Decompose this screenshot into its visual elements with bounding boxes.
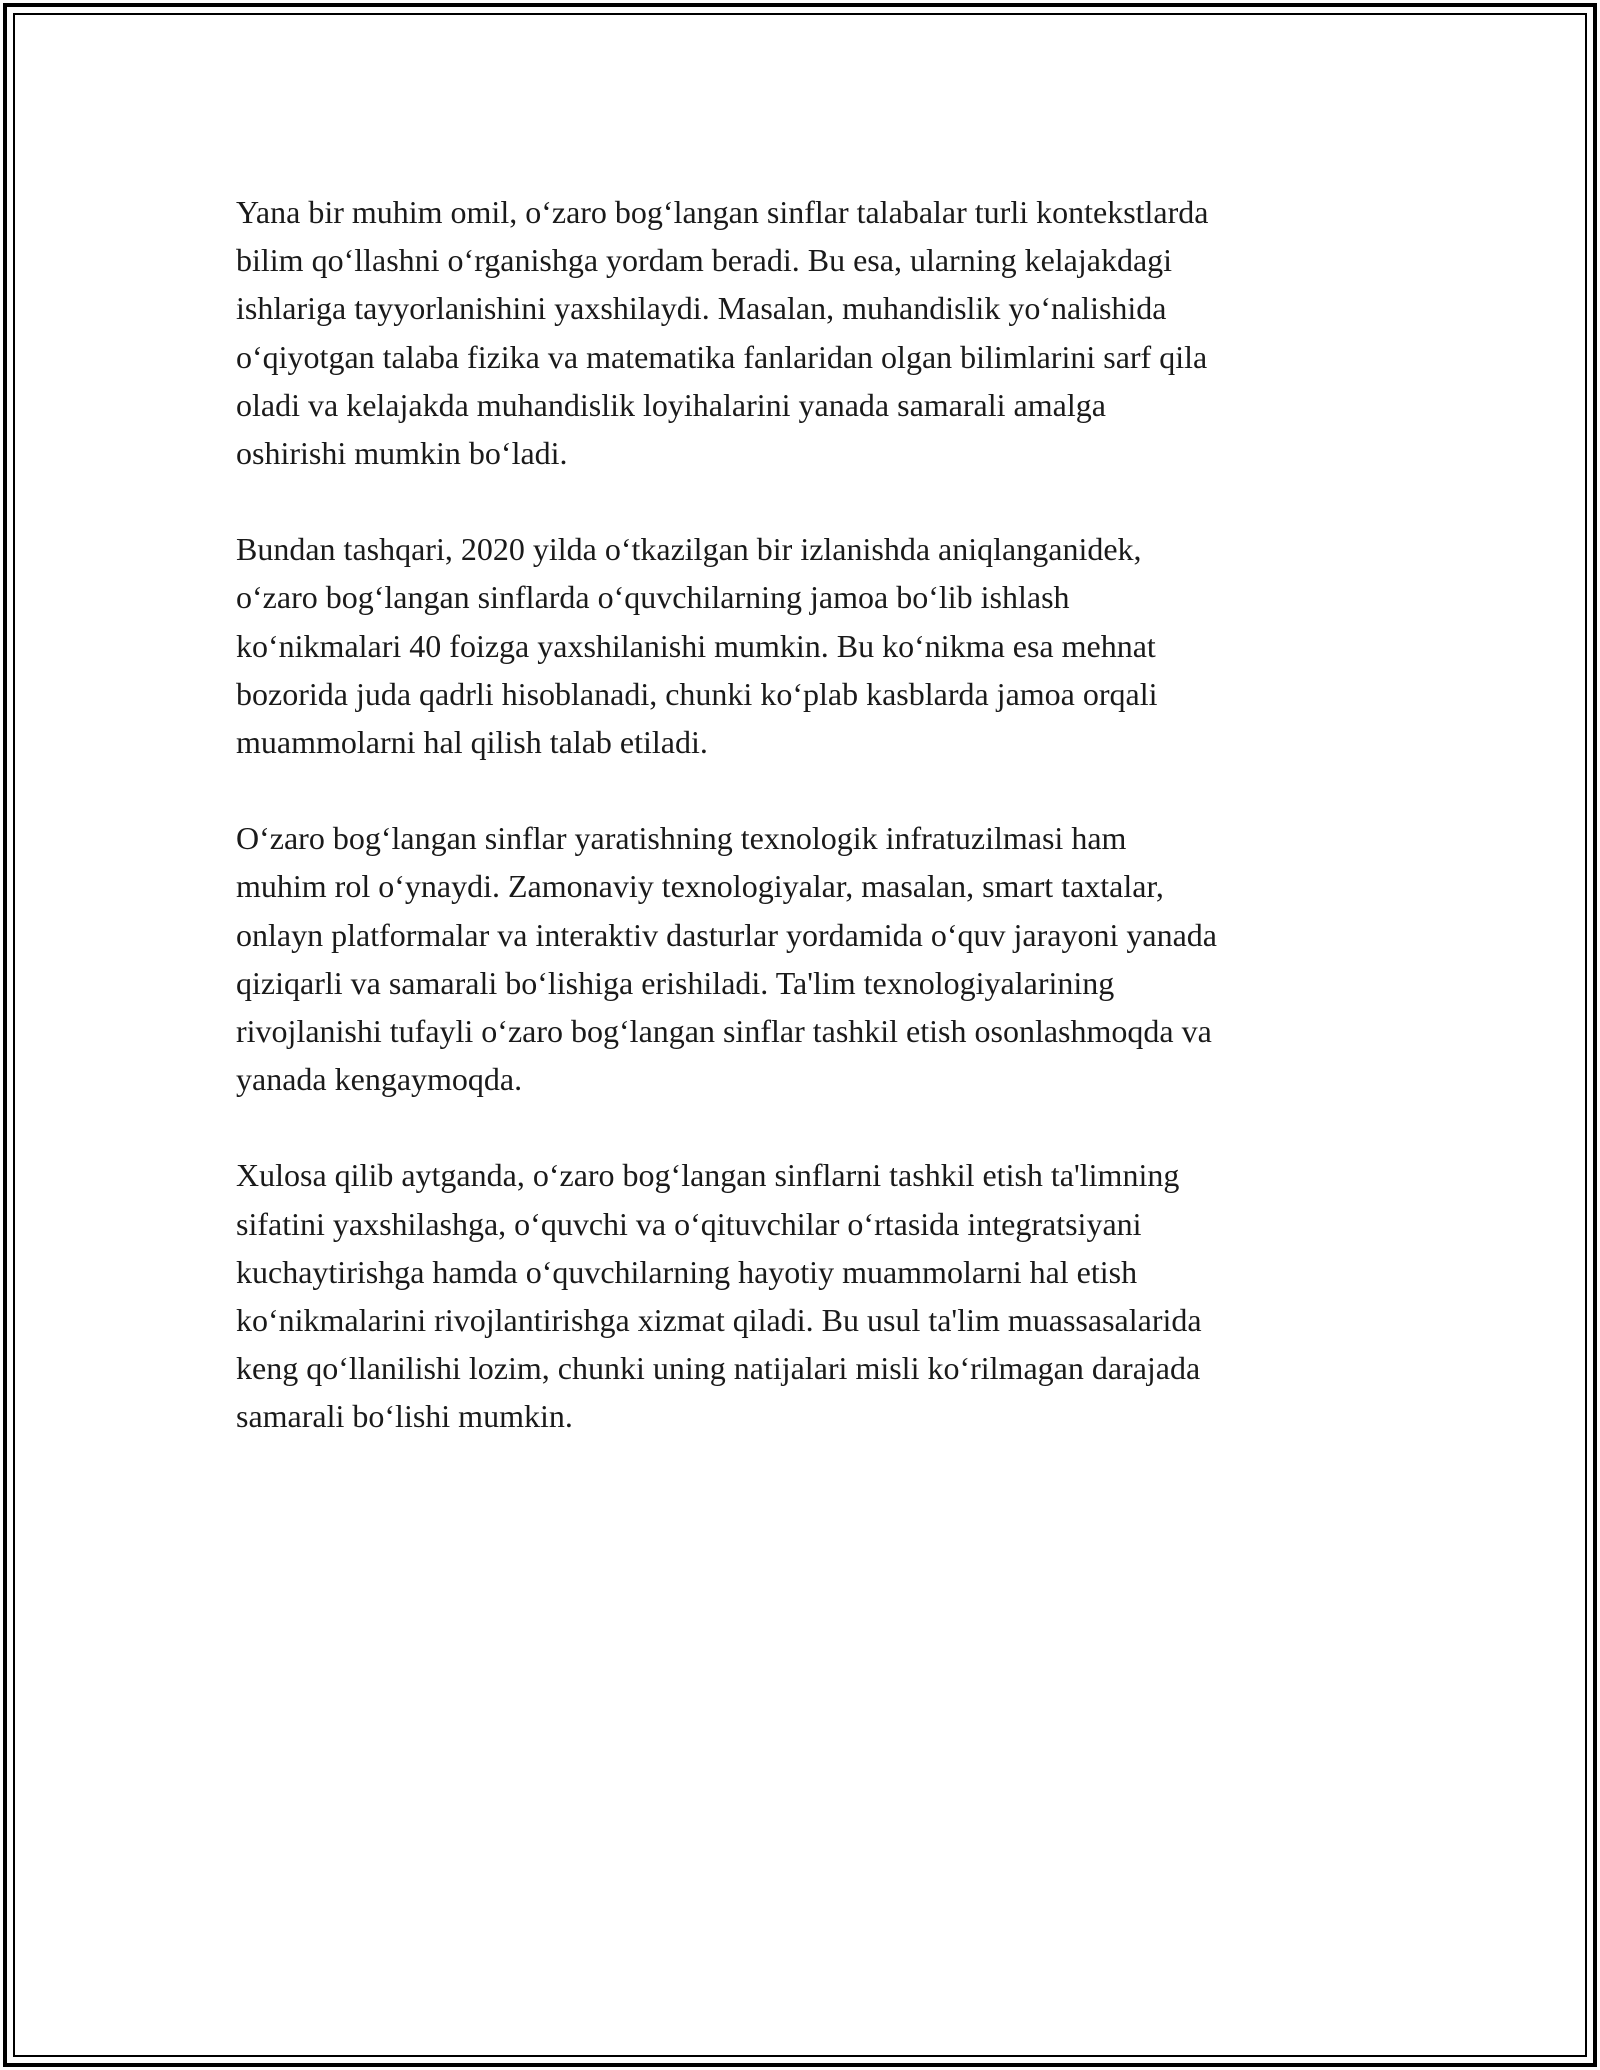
document-body — [236, 188, 1386, 1489]
paragraph-1: Yana bir muhim omil, o‘zaro bog‘langan sinflar talabalar turli kontekstlarda bilim qo‘llashni o‘rganishga yordam beradi. Bu esa, ularning kelajakdagi ishlariga tayyorlanishini yaxshilaydi. Masalan, muhandislik yo‘nalishida o‘qiyotgan talaba fizika va matematika fanlaridan olgan bilimlarini sarf qila oladi va kelajakda muhandislik loyihalarini yanada samarali amalga oshirishi mumkin bo‘ladi. — [236, 194, 1209, 472]
paragraph-2: Bundan tashqari, 2020 yilda o‘tkazilgan bir izlanishda aniqlanganidek, o‘zaro bog‘langan sinflarda o‘quvchilarning jamoa bo‘lib ishlash ko‘nikmalari 40 foizga yaxshilanishi mumkin. Bu ko‘nikma esa mehnat bozorida juda qadrli hisoblanadi, chunki ko‘plab kasblarda jamoa orqali muammolarni hal qilish talab etiladi. — [236, 531, 1158, 761]
paragraph-4: Xulosa qilib aytganda, o‘zaro bog‘langan sinflarni tashkil etish ta'limning sifatini yaxshilashga, o‘quvchi va o‘qituvchilar o‘rtasida integratsiyani kuchaytirishga hamda o‘quvchilarning hayotiy muammolarni hal etish ko‘nikmalarini rivojlantirishga xizmat qiladi. Bu usul ta'lim muassasalarida keng qo‘llanilishi lozim, chunki uning natijalari misli ko‘rilmagan darajada samarali bo‘lishi mumkin. — [236, 1157, 1202, 1435]
paragraph-3: O‘zaro bog‘langan sinflar yaratishning texnologik infratuzilmasi ham muhim rol o‘ynaydi. Zamonaviy texnologiyalar, masalan, smart taxtalar, onlayn platformalar va interaktiv dasturlar yordamida o‘quv jarayoni yanada qiziqarli va samarali bo‘lishiga erishiladi. Ta'lim texnologiyalarining rivojlanishi tufayli o‘zaro bog‘langan sinflar tashkil etish osonlashmoqda va yanada kengaymoqda. — [236, 820, 1217, 1098]
